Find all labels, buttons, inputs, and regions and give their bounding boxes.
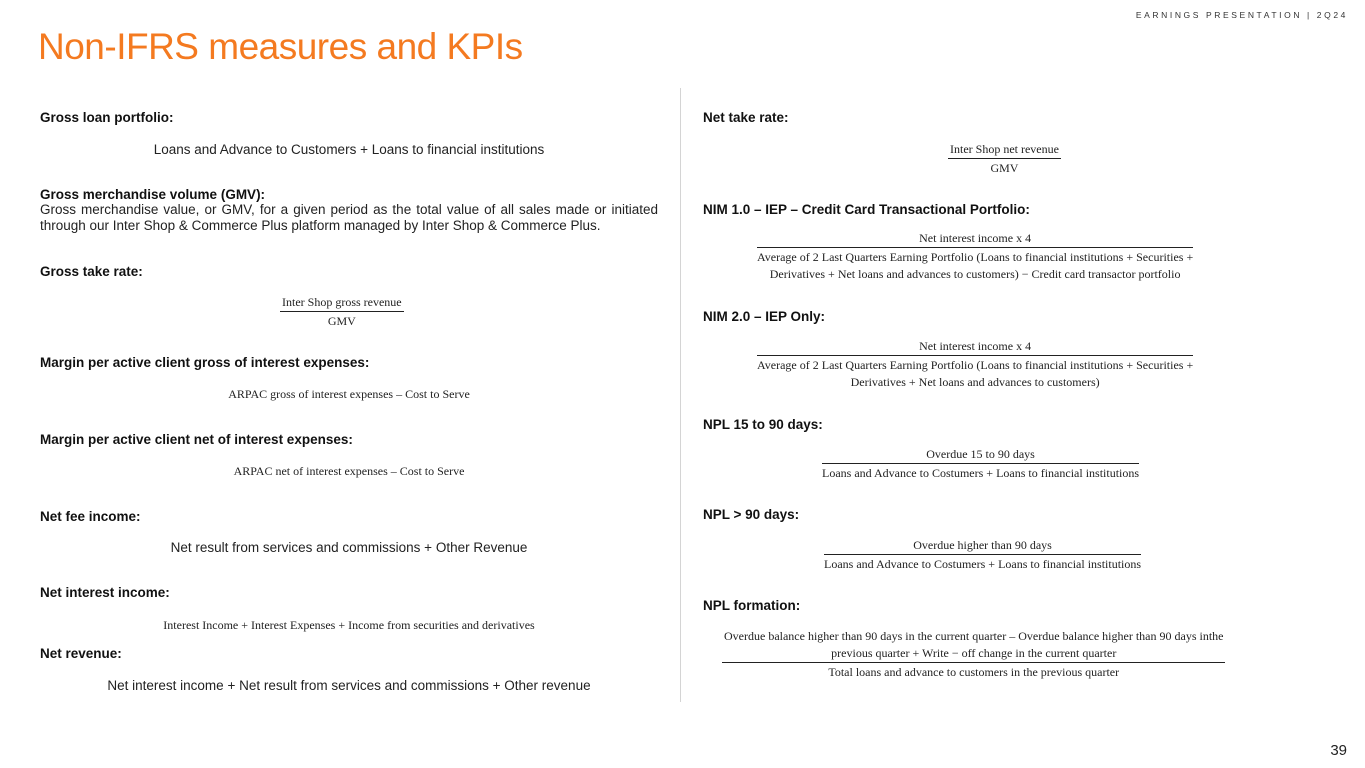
fraction-denominator: GMV [990, 161, 1019, 176]
fraction-denominator-line-1: Average of 2 Last Quarters Earning Portfolio (Loans to financial institutions + Securities + [757, 250, 1194, 265]
column-divider [680, 88, 681, 702]
fraction-denominator-line-2: Derivatives + Net loans and advances to customers) [850, 375, 1100, 390]
margin-gross-formula: ARPAC gross of interest expenses – Cost to Serve [228, 387, 470, 401]
fraction-numerator: Overdue 15 to 90 days [926, 447, 1035, 461]
net-revenue-formula: Net interest income + Net result from services and commissions + Other revenue [107, 678, 591, 693]
margin-gross-label: Margin per active client gross of interest expenses: [40, 355, 370, 370]
fraction-denominator-line-1: Average of 2 Last Quarters Earning Portfolio (Loans to financial institutions + Securities + [757, 358, 1194, 373]
npl-formation-label: NPL formation: [703, 598, 801, 613]
net-take-rate-label: Net take rate: [703, 110, 789, 125]
net-fee-income-formula: Net result from services and commissions + Other Revenue [170, 540, 528, 555]
npl-90-label: NPL > 90 days: [703, 507, 800, 522]
gross-loan-portfolio-label: Gross loan portfolio: [40, 110, 174, 125]
fraction-numerator-line-1: Overdue balance higher than 90 days in the current quarter – Overdue balance higher than 90 days inthe [724, 629, 1224, 643]
fraction-numerator: Inter Shop net revenue [950, 142, 1059, 156]
gmv-label: Gross merchandise volume (GMV): [40, 187, 266, 202]
fraction-numerator: Overdue higher than 90 days [913, 538, 1052, 552]
nim2-label: NIM 2.0 – IEP Only: [703, 309, 826, 324]
presentation-tag: EARNINGS PRESENTATION | 2Q24 [1135, 10, 1348, 20]
gmv-description: Gross merchandise value, or GMV, for a given period as the total value of all sales made or initiated through our Inter Shop & Commerce Plus platform managed by Inter Shop & Commerce Plus. [40, 202, 658, 233]
fraction-denominator: Loans and Advance to Costumers + Loans to financial institutions [822, 466, 1140, 481]
fraction-denominator: Total loans and advance to customers in the previous quarter [828, 665, 1120, 680]
net-take-rate-fraction [948, 141, 1061, 176]
margin-net-formula: ARPAC net of interest expenses – Cost to Serve [233, 464, 465, 478]
net-fee-income-label: Net fee income: [40, 509, 141, 524]
npl-formation-fraction [722, 628, 1225, 680]
fraction-numerator: Net interest income x 4 [919, 339, 1032, 353]
fraction-numerator: Net interest income x 4 [919, 231, 1032, 245]
net-interest-income-formula: Interest Income + Interest Expenses + Income from securities and derivatives [163, 618, 535, 632]
net-interest-income-label: Net interest income: [40, 585, 170, 600]
gross-loan-portfolio-formula: Loans and Advance to Customers + Loans to financial institutions [153, 142, 545, 157]
npl-90-fraction [824, 537, 1141, 572]
fraction-denominator-line-2: Derivatives + Net loans and advances to customers) − Credit card transactor portfolio [769, 267, 1181, 282]
margin-net-label: Margin per active client net of interest expenses: [40, 432, 353, 447]
fraction-denominator: Loans and Advance to Costumers + Loans to financial institutions [824, 557, 1142, 572]
gross-take-rate-label: Gross take rate: [40, 264, 143, 279]
fraction-numerator: Inter Shop gross revenue [282, 295, 402, 309]
nim2-fraction [757, 338, 1193, 390]
net-revenue-label: Net revenue: [40, 646, 122, 661]
npl-15-90-fraction [822, 446, 1139, 481]
gross-take-rate-fraction [280, 294, 404, 329]
fraction-denominator: GMV [327, 314, 356, 329]
nim1-fraction [757, 230, 1193, 282]
page-title: Non-IFRS measures and KPIs [38, 26, 523, 67]
fraction-numerator-line-2: previous quarter + Write − off change in the current quarter [831, 646, 1117, 660]
page-number: 39 [1330, 742, 1347, 759]
nim1-label: NIM 1.0 – IEP – Credit Card Transactional Portfolio: [703, 202, 1030, 217]
npl-15-90-label: NPL 15 to 90 days: [703, 417, 823, 432]
